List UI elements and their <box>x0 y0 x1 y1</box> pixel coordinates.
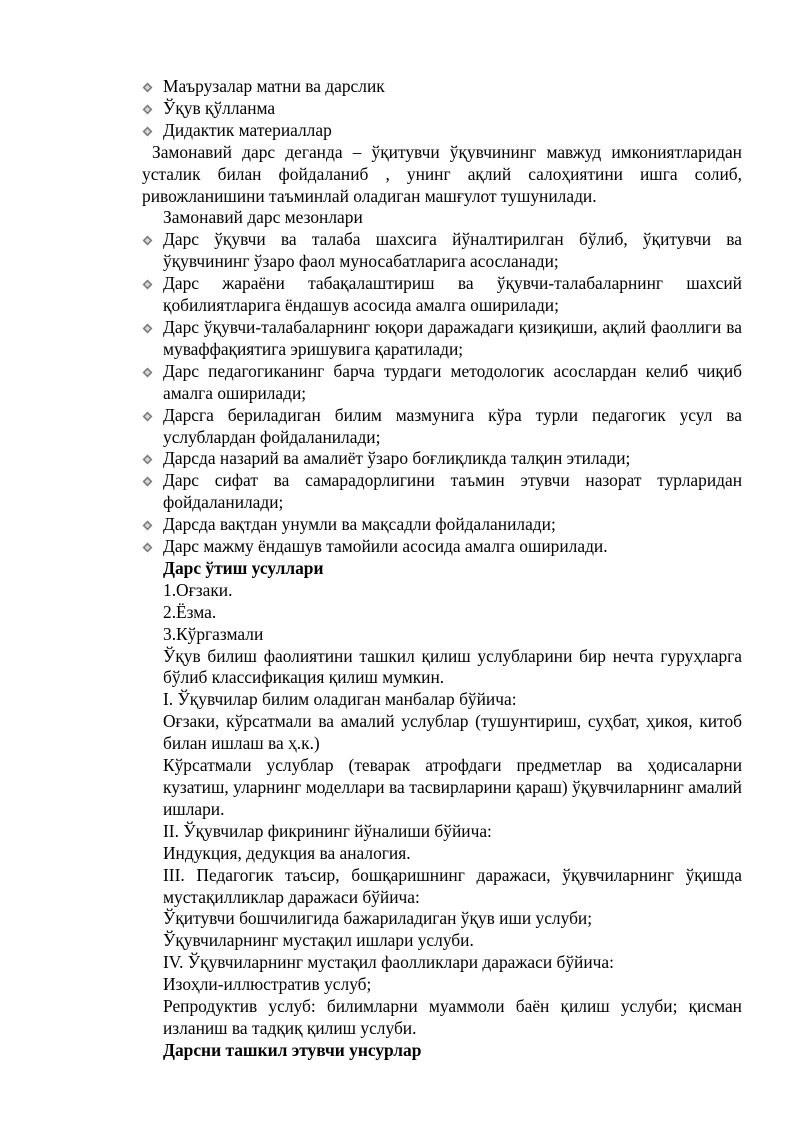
list-item: Дарс ўқувчи ва талаба шахсига йўналтирилган бўлиб, ўқитувчи ва ўқувчининг ўзаро фаол муносабатларига асосланади; <box>142 229 742 273</box>
list-item: Дарс мажму ёндашув тамойили асосида амалга оширилади. <box>142 536 742 558</box>
classification-paragraph: Ўқув билиш фаолиятини ташкил қилиш услубларини бир нечта гуруҳларга бўлиб классификация қилиш мумкин. <box>163 645 742 688</box>
section-4-heading: IV. Ўқувчиларнинг мустақил фаолликлари даражаси бўйича: <box>163 952 614 973</box>
list-item: Дарсга бериладиган билим мазмунига кўра турли педагогик усул ва услублардан фойдаланилади; <box>142 405 742 449</box>
list-item: Дарс ўқувчи-талабаларнинг юқори даражадаги қизиқиши, ақлий фаоллиги ва муваффақиятига эришувига қаратилади; <box>142 317 742 361</box>
criteria-heading: Замонавий дарс мезонлари <box>163 207 363 228</box>
methods-heading: Дарс ўтиш усуллари <box>163 557 324 578</box>
definition-paragraph: Замонавий дарс деганда – ўқитувчи ўқувчининг мавжуд имкониятларидан усталик билан фойдаланиб , унинг ақлий салоҳиятини ишга солиб, ривожланишини таъминлай оладиган машғулот тушунилади. <box>142 141 742 206</box>
list-item: Дарс педагогиканинг барча турдаги методологик асослардан келиб чиқиб амалга оширилади; <box>142 361 742 405</box>
diamond-bullet-icon <box>142 411 153 422</box>
diamond-bullet-icon <box>142 126 153 137</box>
diamond-bullet-icon <box>142 323 153 334</box>
list-item: Дарсда назарий ва амалиёт ўзаро боғлиқликда талқин этилади; <box>142 448 742 470</box>
section-2-text: Индукция, дедукция ва аналогия. <box>163 842 411 863</box>
diamond-bullet-icon <box>142 367 153 378</box>
diamond-bullet-icon <box>142 235 153 246</box>
diamond-bullet-icon <box>142 82 153 93</box>
list-item: Дарс сифат ва самарадорлигини таъмин этувчи назорат турларидан фойдаланилади; <box>142 470 742 514</box>
method-item: 2.Ёзма. <box>163 601 217 622</box>
section-3-text: Ўқувчиларнинг мустақил ишлари услуби. <box>163 930 474 951</box>
section-4-text: Изоҳли-иллюстратив услуб; <box>163 974 372 995</box>
method-item: 3.Кўргазмали <box>163 623 264 644</box>
list-item: Маърузалар матни ва дарслик <box>142 76 742 98</box>
section-1-text: Оғзаки, кўрсатмали ва амалий услублар (тушунтириш, суҳбат, ҳикоя, китоб билан ишлаш ва ҳ.к.) <box>163 711 742 754</box>
diamond-bullet-icon <box>142 520 153 531</box>
section-2-heading: II. Ўқувчилар фикрининг йўналиши бўйича: <box>163 820 492 841</box>
criteria-list <box>142 229 742 558</box>
diamond-bullet-icon <box>142 476 153 487</box>
diamond-bullet-icon <box>142 279 153 290</box>
section-4-text: Репродуктив услуб: билимларни муаммоли баён қилиш услуби; қисман изланиш ва тадқиқ қилиш услуби. <box>163 996 742 1038</box>
diamond-bullet-icon <box>142 454 153 465</box>
method-item: 1.Оғзаки. <box>163 579 233 600</box>
materials-list <box>142 76 742 142</box>
diamond-bullet-icon <box>142 104 153 115</box>
section-1-heading: I. Ўқувчилар билим оладиган манбалар бўйича: <box>163 689 517 710</box>
diamond-bullet-icon <box>142 542 153 553</box>
list-item: Ўқув қўлланма <box>142 98 742 120</box>
section-1-text: Кўрсатмали услублар (теварак атрофдаги предметлар ва ҳодисаларни кузатиш, уларнинг моделлари ва тасвирларини қараш) ўқувчиларнинг амалий ишлари. <box>163 755 742 819</box>
list-item: Дарс жараёни табақалаштириш ва ўқувчи-талабаларнинг шахсий қобилиятларига ёндашув асосида амалга оширилади; <box>142 273 742 317</box>
elements-heading: Дарсни ташкил этувчи унсурлар <box>163 1039 422 1060</box>
document-body <box>142 76 742 1062</box>
section-3-text: Ўқитувчи бошчилигида бажариладиган ўқув иши услуби; <box>163 908 593 929</box>
list-item: Дидактик материаллар <box>142 120 742 142</box>
list-item: Дарсда вақтдан унумли ва мақсадли фойдаланилади; <box>142 514 742 536</box>
section-3-heading: III. Педагогик таъсир, бошқаришнинг даражаси, ўқувчиларнинг ўқишда мустақилликлар даражаси бўйича: <box>163 864 742 907</box>
